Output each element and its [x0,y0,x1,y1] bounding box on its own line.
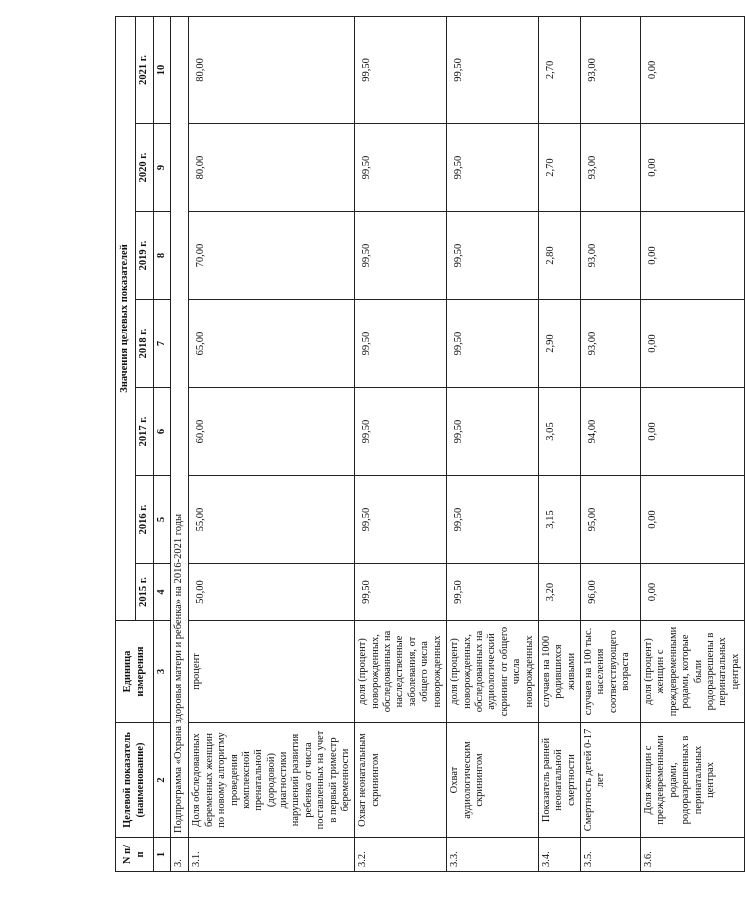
row-unit: доля (процент) женщин с преждевременными родами, которые были родоразрешены в перинатальных центрах [641,621,745,723]
section-num: 3. [171,838,189,872]
row-indicator: Доля обследованных беременных женщин по новому алгоритму проведения комплексной пренатальной (дородовой) диагностики нарушений развития ребенка от числа поставленных на учет в первый триместр беременности [189,723,355,838]
row-value: 99,50 [447,16,539,123]
year-2021: 2021 г. [136,16,154,123]
col-number: 1 [154,838,171,872]
row-value: 99,50 [447,124,539,212]
col-number: 7 [154,300,171,388]
row-indicator: Смертность детей 0-17 лет [581,723,641,838]
year-2017: 2017 г. [136,388,154,476]
col-number: 6 [154,388,171,476]
row-value: 2,90 [538,300,580,388]
row-value: 99,50 [355,300,447,388]
row-value: 80,00 [189,124,355,212]
year-2019: 2019 г. [136,212,154,300]
row-num: 3.2. [355,838,447,872]
row-value: 99,50 [355,564,447,621]
row-value: 99,50 [447,212,539,300]
row-value: 0,00 [641,564,745,621]
header-row-1 [116,16,136,871]
row-indicator: Охват аудиологическим скринингом [447,723,539,838]
row-value: 94,00 [581,388,641,476]
col-number: 5 [154,476,171,564]
table-row [641,16,745,871]
row-value: 0,00 [641,388,745,476]
col-number: 8 [154,212,171,300]
header-values: Значения целевых показателей [116,16,136,620]
row-value: 95,00 [581,476,641,564]
row-value: 96,00 [581,564,641,621]
row-value: 93,00 [581,300,641,388]
table-row [189,16,355,871]
row-value: 3,05 [538,388,580,476]
header-unit: Единица измерения [116,621,154,723]
row-num: 3.3. [447,838,539,872]
row-value: 2,80 [538,212,580,300]
header-n: N п/п [116,838,154,872]
table-row [447,16,539,871]
row-value: 0,00 [641,124,745,212]
row-value: 99,50 [355,388,447,476]
header-row-numbers [154,16,171,871]
row-unit: доля (процент) новорожденных, обследованных на наследственные заболевания, от общего числа новорожденных [355,621,447,723]
col-number: 9 [154,124,171,212]
row-value: 80,00 [189,16,355,123]
year-2016: 2016 г. [136,476,154,564]
row-value: 55,00 [189,476,355,564]
col-number: 4 [154,564,171,621]
row-value: 0,00 [641,212,745,300]
target-indicators-table [115,16,745,872]
row-unit: доля (процент) новорожденных, обследованных на аудиологический скрининг от общего числа новорожденных [447,621,539,723]
row-value: 60,00 [189,388,355,476]
row-num: 3.5. [581,838,641,872]
row-value: 2,70 [538,124,580,212]
row-value: 3,20 [538,564,580,621]
section-row [171,16,189,871]
row-value: 99,50 [447,388,539,476]
row-value: 2,70 [538,16,580,123]
row-value: 99,50 [355,124,447,212]
row-value: 3,15 [538,476,580,564]
table-row [355,16,447,871]
row-value: 99,50 [447,564,539,621]
row-indicator: Охват неонатальным скринингом [355,723,447,838]
col-number: 10 [154,16,171,123]
year-2020: 2020 г. [136,124,154,212]
row-value: 0,00 [641,476,745,564]
header-indicator: Целевой показатель (наименование) [116,723,154,838]
year-2015: 2015 г. [136,564,154,621]
col-number: 2 [154,723,171,838]
row-indicator: Показатель ранней неонатальной смертности [538,723,580,838]
row-unit: случаев на 100 тыс. населения соответствующего возраста [581,621,641,723]
rotated-table-container [115,27,741,872]
row-value: 0,00 [641,300,745,388]
row-unit: процент [189,621,355,723]
row-unit: случаев на 1000 родившихся живыми [538,621,580,723]
table-row [581,16,641,871]
row-value: 99,50 [355,212,447,300]
row-num: 3.4. [538,838,580,872]
row-indicator: Доля женщин с преждевременными родами, родоразрешенных в перинатальных центрах [641,723,745,838]
table-row [538,16,580,871]
row-num: 3.6. [641,838,745,872]
row-value: 99,50 [355,16,447,123]
col-number: 3 [154,621,171,723]
row-value: 93,00 [581,16,641,123]
section-title: Подпрограмма «Охрана здоровья матери и ребенка» на 2016-2021 годы [171,16,189,837]
year-2018: 2018 г. [136,300,154,388]
row-value: 99,50 [447,300,539,388]
row-value: 50,00 [189,564,355,621]
row-value: 99,50 [355,476,447,564]
row-value: 70,00 [189,212,355,300]
row-value: 0,00 [641,16,745,123]
row-value: 65,00 [189,300,355,388]
row-value: 99,50 [447,476,539,564]
row-value: 93,00 [581,124,641,212]
row-num: 3.1. [189,838,355,872]
row-value: 93,00 [581,212,641,300]
